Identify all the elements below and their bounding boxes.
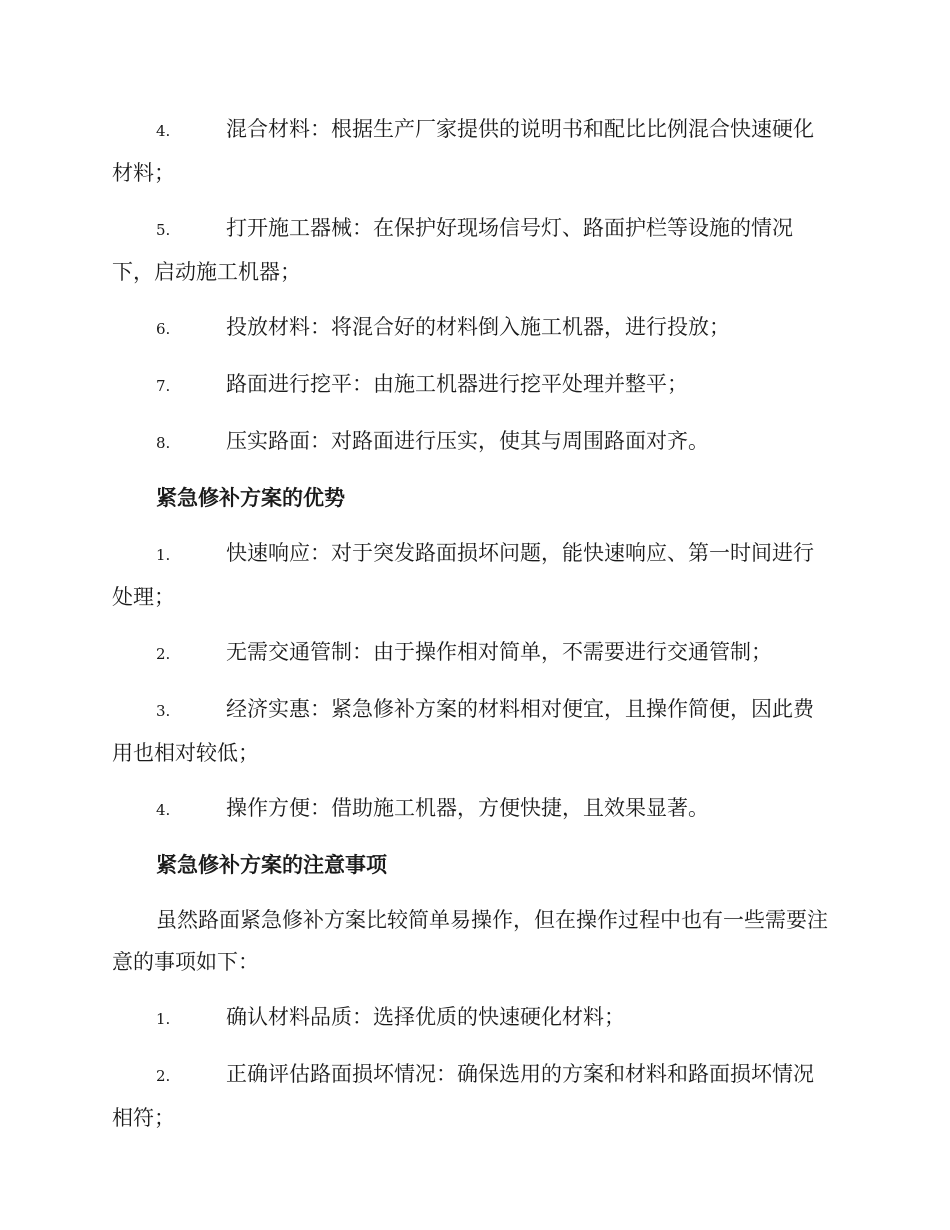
list-text: 快速响应：对于突发路面损坏问题，能快速响应、第一时间进行处理；: [112, 541, 814, 609]
notes-list: [112, 996, 834, 1139]
list-text: 混合材料：根据生产厂家提供的说明书和配比比例混合快速硬化材料；: [112, 117, 814, 185]
list-item: [112, 787, 834, 831]
list-number: 3.: [156, 702, 171, 720]
list-item: [112, 631, 834, 675]
list-number: 6.: [156, 320, 171, 338]
list-number: 2.: [156, 1067, 171, 1085]
steps-list: [112, 108, 834, 464]
list-text: 路面进行挖平：由施工机器进行挖平处理并整平；: [226, 372, 688, 396]
document-page: [112, 108, 834, 1152]
list-item: [112, 532, 834, 618]
list-number: 1.: [156, 1010, 171, 1028]
list-text: 压实路面：对路面进行压实，使其与周围路面对齐。: [226, 429, 709, 453]
list-item: [112, 1053, 834, 1139]
advantages-heading: 紧急修补方案的优势: [156, 485, 345, 510]
list-number: 7.: [156, 377, 171, 395]
notes-heading: 紧急修补方案的注意事项: [156, 852, 387, 877]
list-text: 投放材料：将混合好的材料倒入施工机器，进行投放；: [226, 315, 730, 339]
list-number: 4.: [156, 122, 171, 140]
list-item: [112, 688, 834, 774]
list-text: 打开施工器械：在保护好现场信号灯、路面护栏等设施的情况下，启动施工机器；: [112, 216, 793, 284]
list-text: 无需交通管制：由于操作相对简单，不需要进行交通管制；: [226, 640, 772, 664]
notes-intro-paragraph: 虽然路面紧急修补方案比较简单易操作，但在操作过程中也有一些需要注意的事项如下：: [112, 908, 828, 974]
list-text: 经济实惠：紧急修补方案的材料相对便宜，且操作简便，因此费用也相对较低；: [112, 697, 814, 765]
list-item: [112, 420, 834, 464]
list-number: 5.: [156, 221, 171, 239]
list-number: 1.: [156, 546, 171, 564]
list-text: 确认材料品质：选择优质的快速硬化材料；: [226, 1005, 625, 1029]
list-item: [112, 306, 834, 350]
list-item: [112, 108, 834, 194]
list-text: 正确评估路面损坏情况：确保选用的方案和材料和路面损坏情况相符；: [112, 1062, 814, 1130]
list-text: 操作方便：借助施工机器，方便快捷，且效果显著。: [226, 796, 709, 820]
list-number: 4.: [156, 801, 171, 819]
list-item: [112, 363, 834, 407]
list-item: [112, 207, 834, 293]
list-number: 8.: [156, 434, 171, 452]
list-item: [112, 996, 834, 1040]
list-number: 2.: [156, 645, 171, 663]
advantages-list: [112, 532, 834, 831]
